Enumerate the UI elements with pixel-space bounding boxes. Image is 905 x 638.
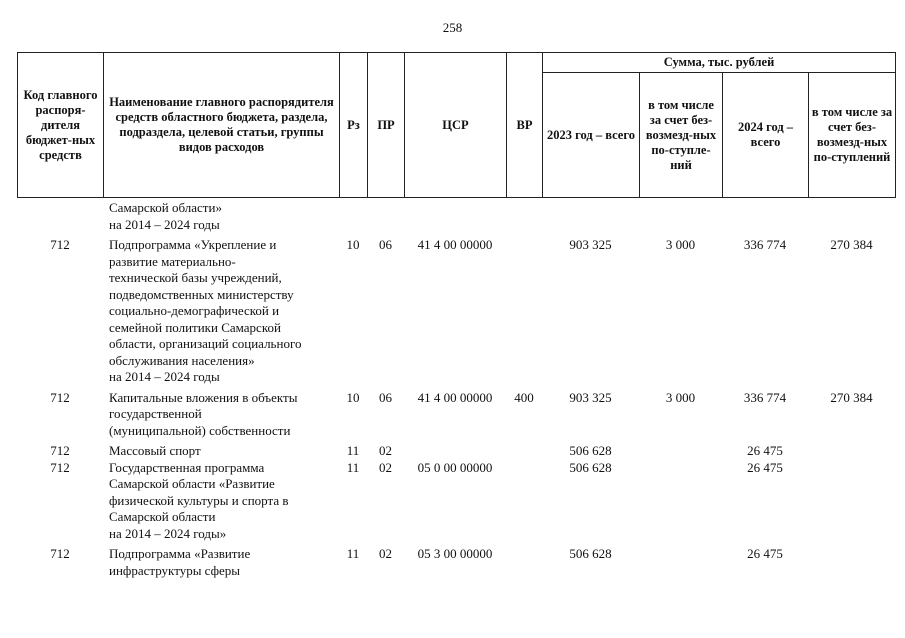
name-line: физической культуры и спорта в	[109, 492, 289, 508]
cell-2024-incl: 270 384	[830, 389, 873, 405]
name-line: на 2014 – 2024 годы	[109, 216, 220, 232]
cell-code: 712	[50, 546, 70, 561]
cell-pr: 02	[379, 459, 392, 475]
cell-csr: 05 0 00 00000	[417, 459, 493, 475]
cell-pr: 02	[379, 443, 392, 458]
cell-name	[103, 460, 339, 543]
cell-code: 712	[50, 443, 70, 458]
cell-name	[103, 546, 339, 579]
cell-code: 712	[50, 389, 70, 405]
cell-name	[103, 200, 339, 233]
name-line: обслуживания населения»	[109, 352, 255, 368]
table-row	[17, 546, 895, 579]
name-line: Самарской области»	[109, 200, 222, 215]
header-2023-incl: в том числе за счет без-возмезд-ных по-ступле-ний	[640, 73, 723, 198]
cell-2024-incl: 270 384	[830, 237, 873, 252]
header-2024-incl: в том числе за счет без-возмезд-ных по-ступлений	[809, 73, 896, 198]
budget-table-body	[17, 200, 895, 579]
table-row	[17, 460, 895, 543]
header-2024-total: 2024 год – всего	[723, 73, 809, 198]
cell-pr: 06	[379, 389, 392, 405]
table-row	[17, 237, 895, 386]
header-code: Код главного распоря-дителя бюджет-ных средств	[18, 53, 104, 198]
page-number: 258	[442, 20, 463, 35]
cell-2023-total: 506 628	[569, 459, 612, 475]
table-row	[17, 443, 895, 460]
name-line: Капитальные вложения в объекты	[109, 389, 298, 405]
name-line: Массовый спорт	[109, 443, 201, 458]
cell-code: 712	[50, 237, 70, 252]
name-line: инфраструктуры сферы	[109, 562, 241, 578]
header-pr: ПР	[368, 53, 405, 198]
name-line: на 2014 – 2024 годы	[109, 369, 220, 384]
cell-2024-total: 26 475	[747, 443, 783, 458]
cell-csr: 41 4 00 00000	[417, 237, 493, 252]
name-line: Самарской области	[109, 509, 216, 524]
name-line: государственной	[109, 406, 202, 421]
name-line: развитие материально-	[109, 253, 236, 269]
cell-name	[103, 390, 339, 440]
header-2023-total: 2023 год – всего	[543, 73, 640, 198]
header-csr: ЦСР	[405, 53, 507, 198]
name-line: Подпрограмма «Укрепление и	[109, 237, 277, 252]
name-line: на 2014 – 2024 годы»	[109, 525, 227, 541]
name-line: Государственная программа	[109, 459, 265, 475]
cell-name	[103, 443, 339, 460]
name-line: Подпрограмма «Развитие	[109, 546, 251, 561]
name-line: (муниципальной) собственности	[109, 422, 291, 438]
name-line: подведомственных министерству	[109, 286, 294, 302]
cell-name	[103, 237, 339, 386]
cell-code: 712	[50, 459, 70, 475]
cell-2023-incl: 3 000	[665, 237, 696, 252]
cell-rz: 10	[346, 237, 360, 252]
cell-csr: 05 3 00 00000	[417, 546, 493, 561]
cell-2024-total: 26 475	[747, 459, 783, 475]
cell-rz: 11	[346, 546, 360, 561]
cell-pr: 06	[379, 237, 392, 252]
table-row	[17, 390, 895, 440]
table-row	[17, 200, 895, 233]
name-line: социально-демографической и	[109, 303, 280, 318]
cell-2023-incl: 3 000	[665, 389, 696, 405]
header-vr: ВР	[507, 53, 543, 198]
cell-vr: 400	[514, 389, 534, 405]
name-line: технической базы учреждений,	[109, 270, 282, 285]
cell-2023-total: 903 325	[569, 237, 612, 252]
cell-pr: 02	[379, 546, 392, 561]
cell-2023-total: 903 325	[569, 389, 612, 405]
cell-csr: 41 4 00 00000	[417, 389, 493, 405]
cell-rz: 11	[346, 459, 360, 475]
cell-2024-total: 336 774	[743, 237, 787, 252]
header-sum-title: Сумма, тыс. рублей	[543, 53, 896, 73]
cell-rz: 11	[346, 443, 360, 458]
header-name: Наименование главного распорядителя средств областного бюджета, раздела, подраздела, целевой статьи, группы видов расходов	[104, 53, 340, 198]
cell-2024-total: 26 475	[747, 546, 783, 561]
cell-2024-total: 336 774	[743, 389, 787, 405]
name-line: семейной политики Самарской	[109, 319, 281, 335]
cell-2023-total: 506 628	[569, 546, 612, 561]
header-rz: Рз	[340, 53, 368, 198]
budget-table-header	[17, 52, 896, 198]
cell-rz: 10	[346, 389, 360, 405]
name-line: области, организаций социального	[109, 336, 302, 351]
cell-2023-total: 506 628	[569, 443, 612, 458]
name-line: Самарской области «Развитие	[109, 476, 275, 491]
